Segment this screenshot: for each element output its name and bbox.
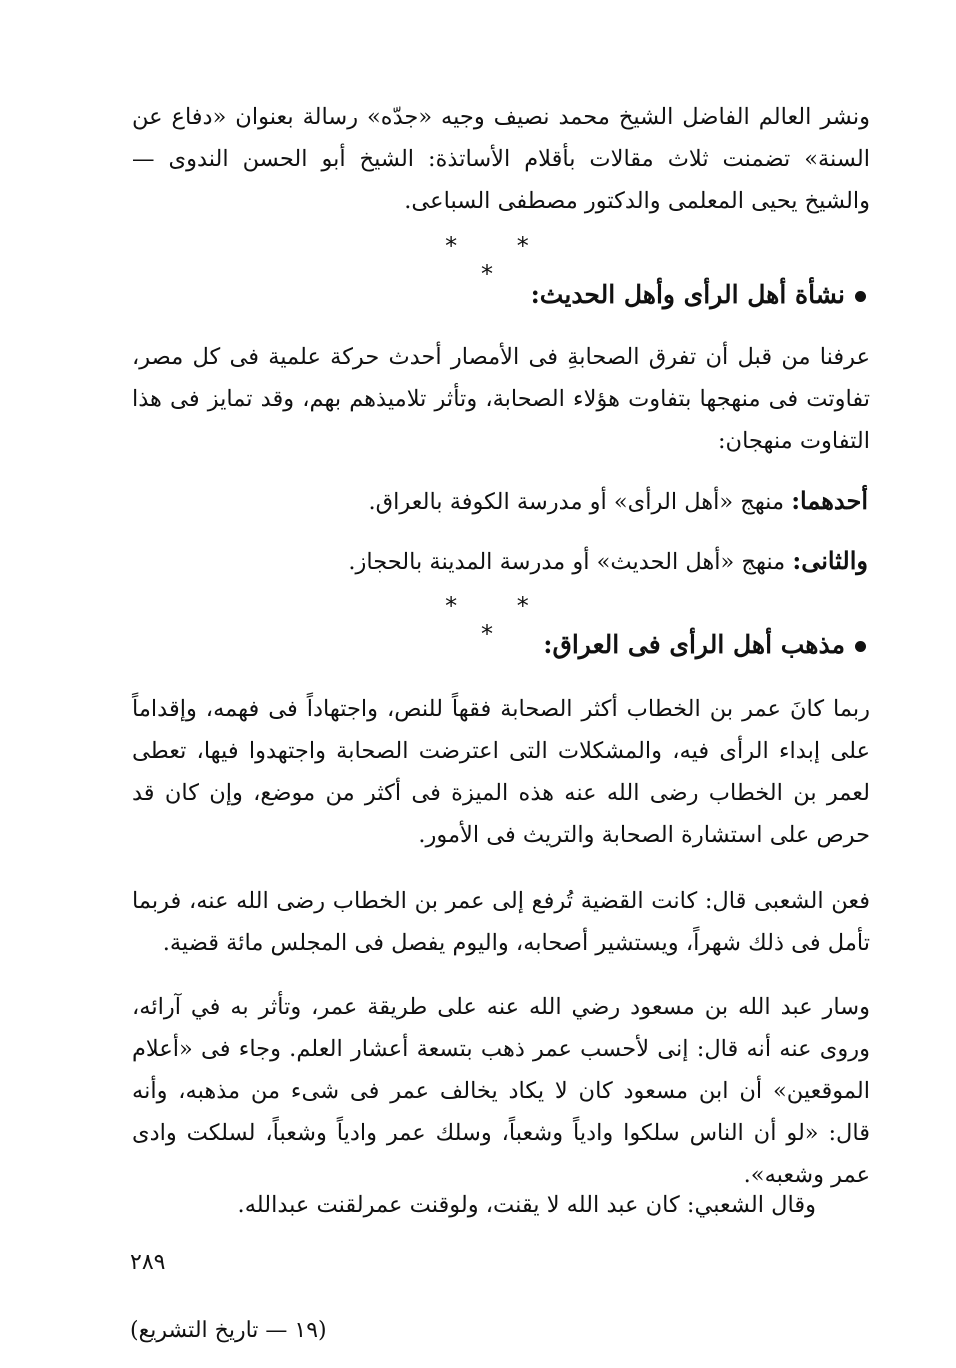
paragraph-shabi-quote: وقال الشعبي: كان عبد الله لا يقنت، ولوقنت عمرلقنت عبدالله. — [237, 1192, 816, 1218]
school-second-label: والثانى: — [792, 546, 868, 575]
heading-text: مذهب أهل الرأى فى العراق: — [543, 630, 845, 659]
school-second — [348, 546, 868, 575]
paragraph-umar: ربما كانَ عمر بن الخطاب أكثر الصحابة فقهاً للنص، واجتهاداً فى فهمه، وإقداماً على إبداء الرأى فيه، والمشكلات التى اعترضت الصحابة واجتهدوا فيها، تعطى لعمر بن الخطاب رضى الله عنه هذه الميزة فى أكثر من موضع، وإن كان قد حرص على استشارة الصحابة والتريث فى الأمور. — [132, 696, 870, 848]
bullet-icon — [855, 291, 866, 302]
section-separator: * * * — [445, 592, 555, 648]
heading-text: نشأة أهل الرأى وأهل الحديث: — [530, 280, 845, 309]
section-heading-iraq — [543, 630, 866, 659]
bullet-icon — [855, 641, 866, 652]
paragraph-shabi: فعن الشعبى قال: كانت القضية تُرفع إلى عمر بن الخطاب رضى الله عنه، فربما تأمل فى ذلك شهراً، ويستشير أصحابه، واليوم يفصل فى المجلس مائة قضية. — [132, 888, 870, 956]
paragraph-two-approaches: عرفنا من قبل أن تفرق الصحابةِ فى الأمصار أحدث حركة علمية فى كل مصر، تفاوتت فى منهجها بتفاوت هؤلاء الصحابة، وتأثر تلاميذهم بهم، وقد تمايز فى هذا التفاوت منهجان: — [132, 344, 870, 454]
school-second-text: منهج «أهل الحديث» أو مدرسة المدينة بالحجاز. — [348, 549, 793, 575]
paragraph-intro: ونشر العالم الفاضل الشيخ محمد نصيف وجيه «جدّه» رسالة بعنوان «دفاع عن السنة» تضمنت ثلاث مقالات بأقلام الأساتذة: الشيخ أبو الحسن الندوى — والشيخ يحيى المعلمى والدكتور مصطفى السباعى. — [132, 104, 870, 214]
page-number: ٢٨٩ — [130, 1250, 166, 1275]
school-first-text: منهج «أهل الرأى» أو مدرسة الكوفة بالعراق. — [368, 489, 792, 515]
section-separator: * * * — [445, 232, 555, 288]
paragraph-ibn-masud: وسار عبد الله بن مسعود رضي الله عنه على طريقة عمر، وتأثر به في آرائه، وروى عنه أنه قال: إنى لأحسب عمر ذهب بتسعة أعشار العلم. وجاء فى «أعلام الموقعين» أن ابن مسعود كان لا يكاد يخالف عمر فى شىء من مذهبه، وأنه قال: «لو أن الناس سلكوا وادياً وشعباً، وسلك عمر وادياً وشعباً، لسلكت وادى عمر وشعبه». — [132, 994, 870, 1188]
section-heading-origin — [531, 280, 866, 309]
school-first-label: أحدهما: — [791, 486, 868, 515]
signature-footer: (١٩ — تاريخ التشريع) — [130, 1318, 327, 1343]
school-first — [368, 486, 868, 515]
